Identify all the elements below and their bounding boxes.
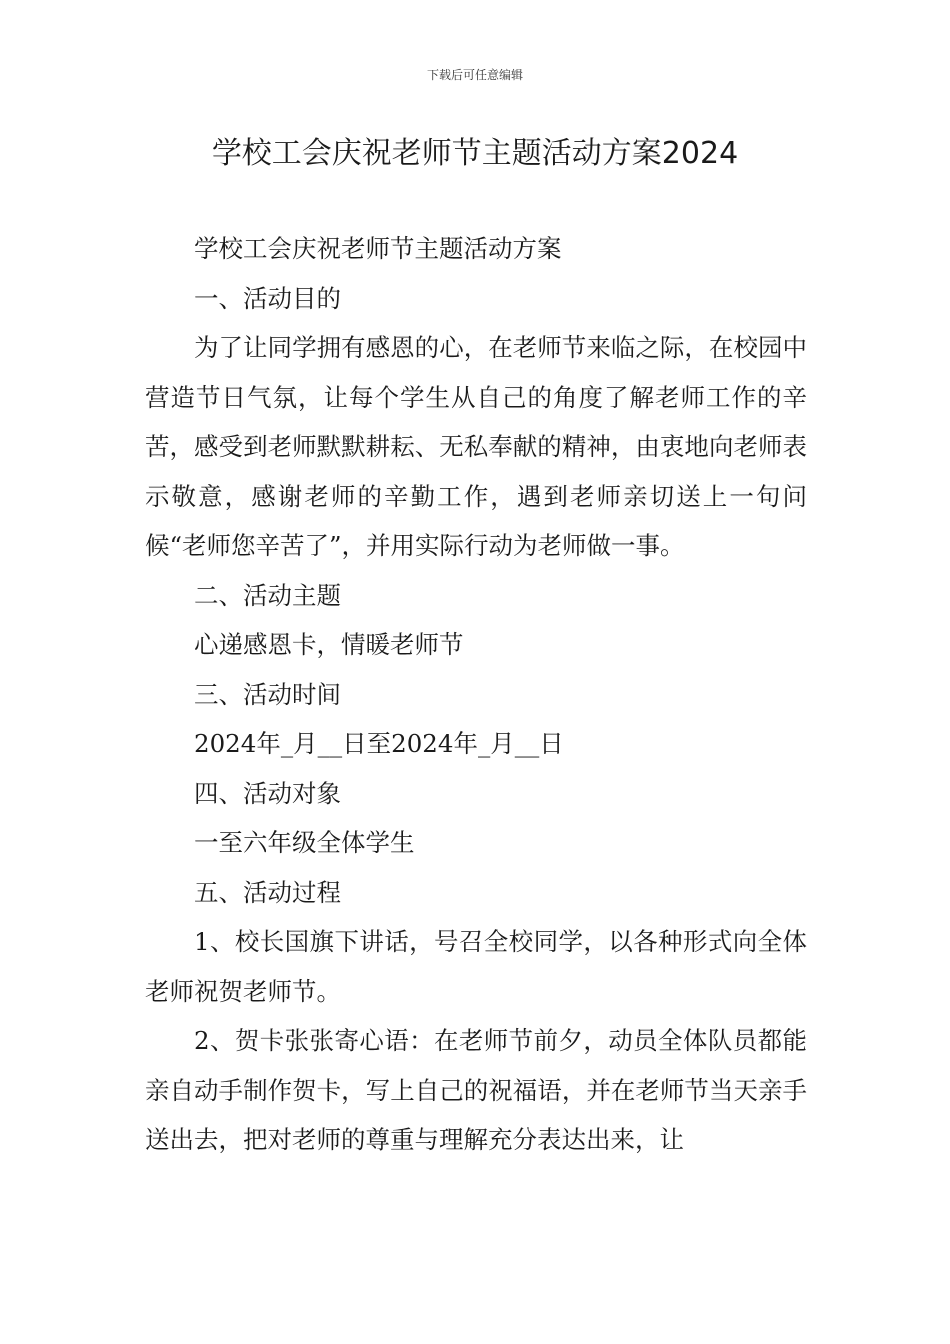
document-body [145, 224, 807, 1165]
heading-theme: 二、活动主题 [194, 580, 341, 610]
paragraph-process-2: 2、贺卡张张寄心语：在老师节前夕，动员全体队员都能亲自动手制作贺卡，写上自己的祝福语，并在老师节当天亲手送出去，把对老师的尊重与理解充分表达出来，让 [145, 1026, 807, 1154]
heading-process: 五、活动过程 [194, 877, 341, 907]
paragraph-target: 一至六年级全体学生 [194, 828, 415, 857]
header-note: 下载后可任意编辑 [426, 68, 523, 82]
heading-target: 四、活动对象 [194, 778, 341, 808]
paragraph-time: 2024年_月__日至2024年_月__日 [194, 729, 564, 758]
paragraph-purpose: 为了让同学拥有感恩的心，在老师节来临之际，在校园中营造节日气氛，让每个学生从自己的角度了解老师工作的辛苦，感受到老师默默耕耘、无私奉献的精神，由衷地向老师表示敬意，感谢老师的辛勤工作，遇到老师亲切送上一句问候“老师您辛苦了”，并用实际行动为老师做一事。 [145, 333, 807, 560]
document-title: 学校工会庆祝老师节主题活动方案2024 [211, 136, 739, 171]
heading-purpose: 一、活动目的 [194, 283, 341, 313]
paragraph-theme: 心递感恩卡，情暖老师节 [194, 630, 464, 659]
paragraph-subtitle: 学校工会庆祝老师节主题活动方案 [194, 234, 562, 263]
heading-time: 三、活动时间 [194, 679, 341, 709]
paragraph-process-1: 1、校长国旗下讲话，号召全校同学，以各种形式向全体老师祝贺老师节。 [145, 927, 807, 1006]
